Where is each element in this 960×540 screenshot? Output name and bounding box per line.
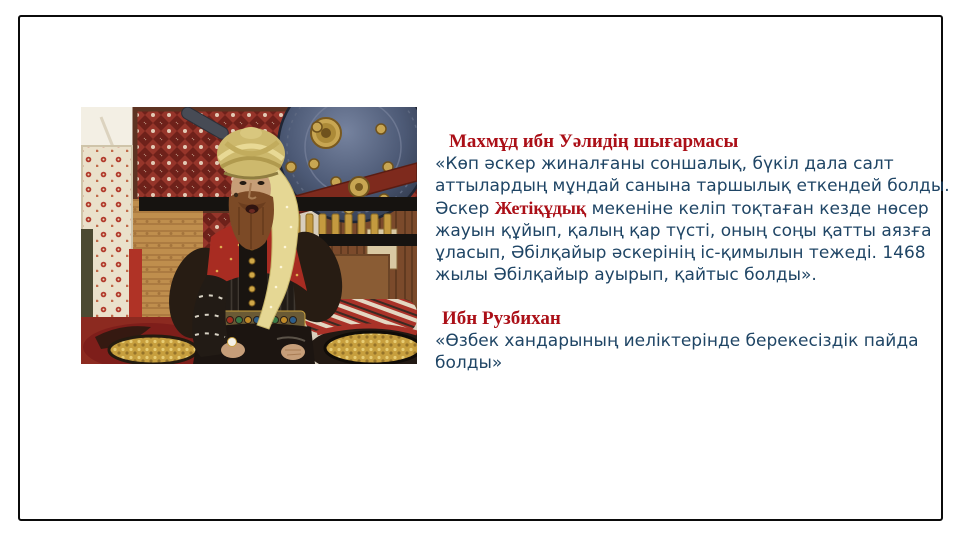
khan-throne-photo-art bbox=[81, 107, 417, 364]
quote-heading-mahmud: Махмұд ибн Уәлидің шығармасы bbox=[449, 131, 739, 152]
quote-line: «Өзбек хандарының иеліктерінде берекесіздік пайда bbox=[435, 331, 919, 351]
quote-section-ruzbihan bbox=[435, 308, 930, 374]
highlighted-place-name: Жетіқұдық bbox=[494, 198, 587, 218]
quote-line: аттылардың мұндай санына таршылық еткендей болды. bbox=[435, 176, 950, 196]
slide-frame bbox=[18, 15, 950, 521]
quote-line-pre: Әскер bbox=[435, 199, 495, 219]
quote-line: жауын құйып, қалың қар түсті, оның соңы қатты аязға bbox=[435, 221, 932, 241]
quote-section-mahmud bbox=[435, 131, 950, 286]
quote-line: болды» bbox=[435, 353, 503, 373]
quote-line-post: мекеніне келіп тоқтаған кезде нөсер bbox=[586, 199, 929, 219]
khan-throne-photo bbox=[81, 107, 417, 364]
quote-line: жылы Әбілқайыр ауырып, қайтыс болды». bbox=[435, 265, 817, 285]
quotes-text-block bbox=[435, 131, 950, 374]
quote-line bbox=[435, 197, 930, 220]
quote-heading-ruzbihan: Ибн Рузбихан bbox=[442, 308, 561, 329]
quote-line: ұласып, Әбілқайыр әскерінің іс-қимылын тежеді. 1468 bbox=[435, 243, 926, 263]
quote-line: «Көп әскер жиналғаны соншалық, бүкіл дала салт bbox=[435, 154, 894, 174]
